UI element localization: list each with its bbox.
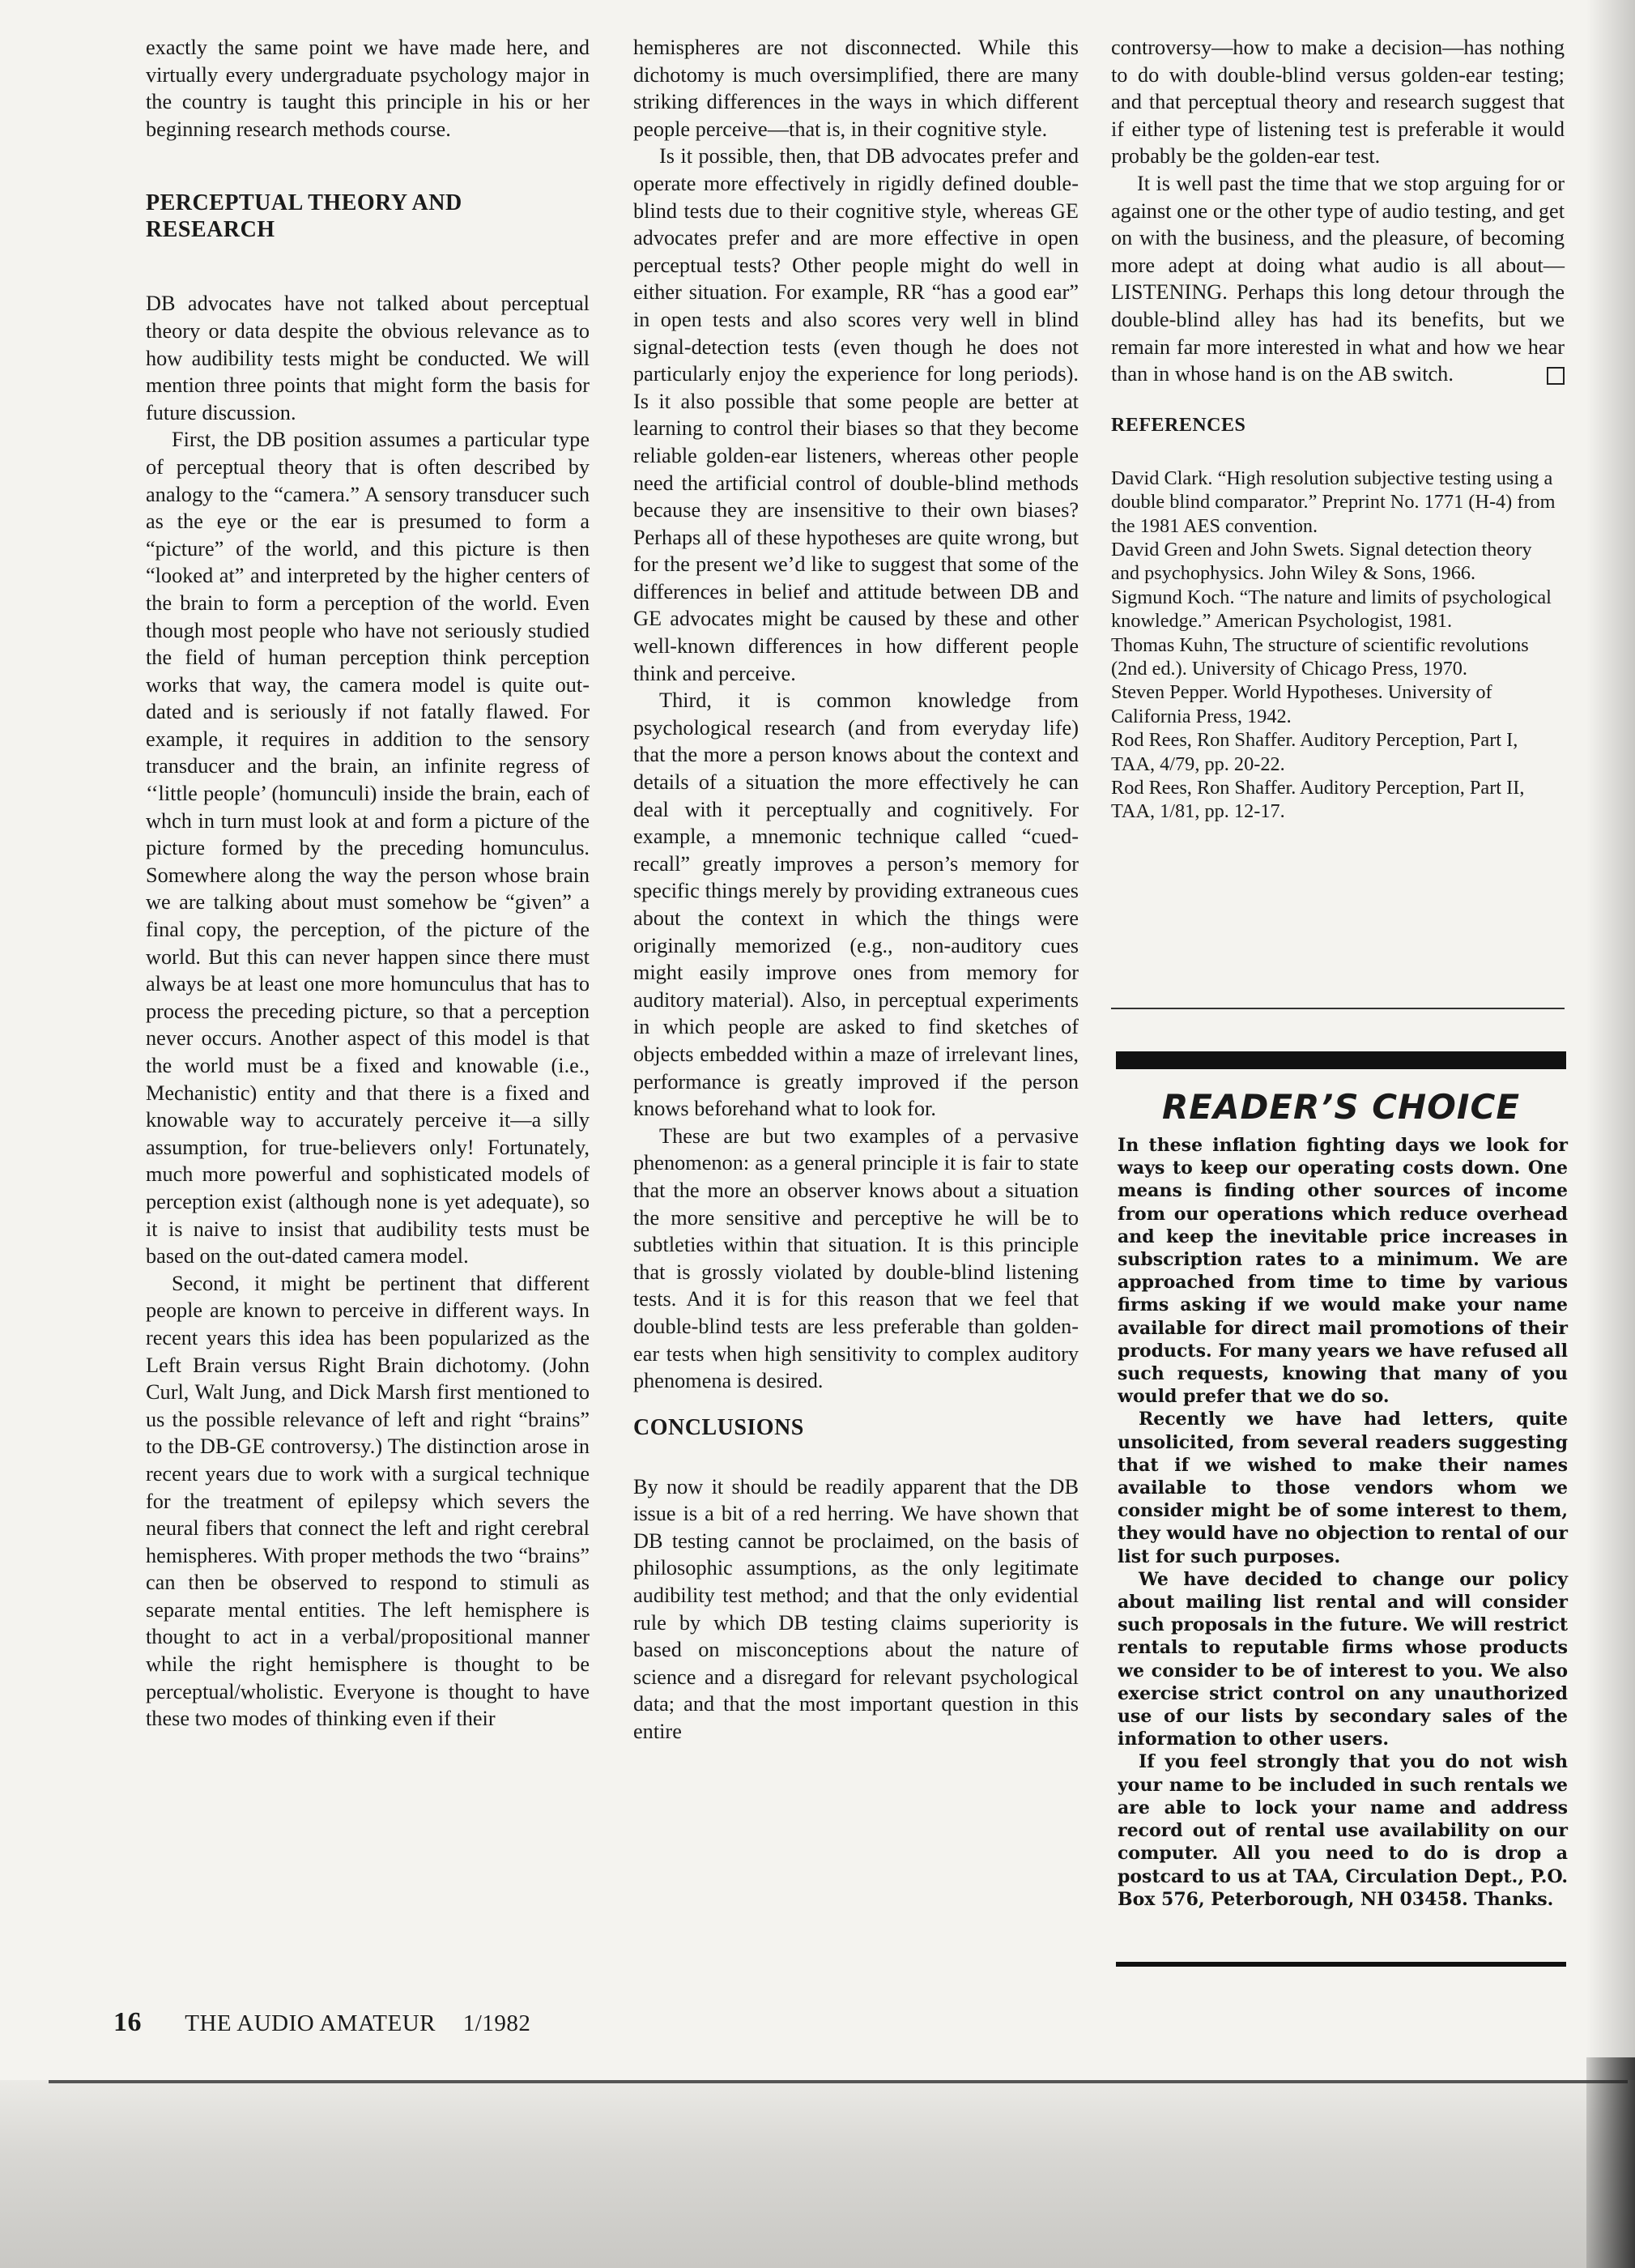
article-column-3 [1111, 34, 1565, 824]
section-heading-perceptual-theory: PERCEPTUAL THEORY AND RESEARCH [146, 190, 462, 243]
page-footer [113, 2007, 530, 2038]
paragraph: If you feel strongly that you do not wish your name to be included in such rentals we are able to lock your name and address record out of rental use availability on our computer. All you need to do is drop a postcard to us at TAA, Circulation Dept., P.O. Box 576, Peterborough, NH 03458. Thanks. [1118, 1751, 1568, 1910]
paragraph: Recently we have had letters, quite unsolicited, from several readers suggesting that if we wished to make their names available to those vendors whom we consider might be of some interest to them, they would have no objection to rental of our list for such purposes. [1118, 1409, 1568, 1567]
paragraph: Third, it is common knowledge from psychological research (and from everyday life) that the more a person knows about the context and details of a situation the more effectively he can deal with it perceptually and cognitively. For example, a mnemonic technique called “cued-recall” greatly improves a person’s memory for specific things merely by providing extraneous cues about the context in which the things were originally memorized (e.g., non-auditory cues might easily improve ones from memory for auditory material). Also, in perceptual experiments in which people are asked to find sketches of objects embedded within a maze of irrelevant lines, performance is greatly improved if the person knows beforehand what to look for. [633, 688, 1079, 1121]
paragraph: Second, it might be pertinent that different people are known to perceive in different ways. In recent years this idea has been popularized as the Left Brain versus Right Brain dichotomy. (John Curl, Walt Jung, and Dick Marsh first mentioned to us the possible relevance of left and right “brains” to the DB-GE controversy.) The distinction arose in recent years due to work with a surgical technique for the treatment of epilepsy which severs the neural fibers that connect the left and right cerebral hemispheres. With proper methods the two “brains” can then be observed to respond to stimuli as separate mental entities. The left hemisphere is thought to act in a verbal/propositional manner while the right hemisphere is thought to be perceptual/wholistic. Everyone is thought to have these two modes of thinking even if their [146, 1271, 590, 1731]
article-column-2 [633, 34, 1079, 1746]
reference-item: Rod Rees, Ron Shaffer. Auditory Perception, Part I, TAA, 4/79, pp. 20-22. [1111, 729, 1518, 775]
paragraph [1111, 170, 1565, 388]
paragraph: controversy—how to make a decision—has nothing to do with double-blind versus golden-ear testing; and that perceptual theory and research suggest that if either type of listening test is preferable it would probably be the golden-ear test. [1111, 36, 1565, 168]
divider [1111, 1008, 1565, 1009]
page-edge-shadow [1586, 0, 1635, 2268]
readers-choice-banner-bar [1116, 1051, 1566, 1069]
references-heading: REFERENCES [1111, 414, 1246, 436]
reference-item: David Green and John Swets. Signal detection theory and psychophysics. John Wiley & Sons, 1966. [1111, 538, 1532, 585]
page-number: 16 [113, 2007, 142, 2037]
publication-name: THE AUDIO AMATEUR [185, 2010, 436, 2036]
paragraph: hemispheres are not disconnected. While this dichotomy is much oversimplified, there are many striking differences in the ways in which different people perceive—that is, in their cognitive style. [633, 36, 1079, 141]
page-edge-rule [49, 2080, 1628, 2083]
issue-date: 1/1982 [462, 2010, 531, 2036]
page-bottom-margin [0, 2080, 1635, 2268]
reference-item: Steven Pepper. World Hypotheses. University of California Press, 1942. [1111, 681, 1492, 727]
paragraph: exactly the same point we have made here, and virtually every undergraduate psychology major in the country is taught this principle in his or her beginning research methods course. [146, 36, 590, 141]
paragraph: Is it possible, then, that DB advocates prefer and operate more effectively in rigidly defined double-blind tests due to their cognitive style, whereas GE advocates prefer and are more effective in open perceptual tests? Other people might do well in either situation. For example, RR “has a good ear” in open tests and also scores very well in blind signal-detection tests (even though he does not particularly enjoy the experience for long periods). Is it also possible that some people are better at learning to control their biases so that they become reliable golden-ear listeners, whereas other people need the artificial control of double-blind methods because they are insensitive to their own biases? Perhaps all of these hypotheses are quite wrong, but for the present we’d like to suggest that some of the differences in belief and attitude between DB and GE advocates might be caused by these and other well-known differences in how different people think and perceive. [633, 144, 1079, 685]
readers-choice-body [1118, 1134, 1568, 1911]
readers-choice-title: READER’S CHOICE [1161, 1087, 1521, 1127]
divider [1116, 1962, 1566, 1967]
paragraph: First, the DB position assumes a particular type of perceptual theory that is often described by analogy to the “camera.” A sensory transducer such as the eye or the ear is presumed to form a “picture” of the world, and this picture is then “looked at” and interpreted by the higher centers of the brain to form a perception of the world. Even though most people who have not seriously studied the field of human perception think perception works that way, the camera model is quite out-dated and is seriously if not fatally flawed. For example, it requires in addition to the sensory transducer and the brain, an infinite regress of ‘‘little people’ (homunculi) inside the brain, each of whch in turn must look at and form a picture of the picture formed by the preceding homunculus. Somewhere along the way the person whose brain we are talking about must somehow be “given” a final copy, the perception, of the picture of the world. But this can never happen since there must always be at least one more homunculus that has to process the preceding picture, so that a perception never occurs. Another aspect of this model is that the world must be a fixed and knowable (i.e., Mechanistic) entity and that there is a fixed and knowable way to accurately perceive it—a silly assumption, for true-believers only! Fortunately, much more powerful and sophisticated models of perception exist (although none is yet adequate), so it is naive to insist that audibility tests must be based on the out-dated camera model. [146, 428, 590, 1268]
reference-item: Rod Rees, Ron Shaffer. Auditory Perception, Part II, TAA, 1/81, pp. 12-17. [1111, 777, 1525, 823]
references-list [1111, 467, 1565, 824]
reference-item: Sigmund Koch. “The nature and limits of psychological knowledge.” American Psychologist, 1981. [1111, 586, 1552, 633]
paragraph: We have decided to change our policy about mailing list rental and will consider such proposals in the future. We will restrict rentals to reputable firms whose products we consider to be of interest to you. We also exercise strict control on any unauthorized use of our lists by secondary sales of the information to other users. [1118, 1568, 1568, 1750]
reference-item: David Clark. “High resolution subjective testing using a double blind comparator.” Preprint No. 1771 (H-4) from the 1981 AES convention. [1111, 467, 1556, 537]
page-corner-shadow [1586, 2057, 1635, 2268]
paragraph: By now it should be readily apparent that the DB issue is a bit of a red herring. We have shown that DB testing cannot be proclaimed, on the basis of philosophic assumptions, as the only legitimate audibility test method; and that the only evidential rule by which DB testing claims superiority is based on misconceptions about the nature of science and a disregard for relevant psychological data; and that the most important question in this entire [633, 1474, 1079, 1744]
paragraph: In these inflation fighting days we look for ways to keep our operating costs down. One means is finding other sources of income from our operations which reduce overhead and keep the inevitable price increases in subscription rates to a minimum. We are approached from time to time by various firms asking if we would make your name available for direct mail promotions of their products. For many years we have refused all such requests, knowing that many of you would prefer that we do so. [1118, 1135, 1568, 1408]
article-column-1 [146, 34, 590, 1733]
reference-item: Thomas Kuhn, The structure of scientific revolutions (2nd ed.). University of Chicago Press, 1970. [1111, 633, 1529, 680]
closing-paragraph-text: It is well past the time that we stop arguing for or against one or the other type of audio testing, and get on with the business, and the pleasure, of becoming more adept at doing what audio is all about—LISTENING. Perhaps this long detour through the double-blind alley has had its benefits, but we remain far more interested in what and how we hear than in whose hand is on the AB switch. [1111, 171, 1565, 386]
paragraph: DB advocates have not talked about perceptual theory or data despite the obvious relevance as to how audibility tests might be conducted. We will mention three points that might form the basis for future discussion. [146, 292, 590, 424]
paragraph: These are but two examples of a pervasive phenomenon: as a general principle it is fair to state that the more an observer knows about a situation the more sensitive and perceptive he will be to subtleties within that situation. It is this principle that is grossly violated by double-blind listening tests. And it is for this reason that we feel that double-blind tests are less preferable than golden-ear tests when high sensitivity to complex auditory phenomena is desired. [633, 1123, 1079, 1393]
end-of-article-box-icon [1547, 367, 1565, 385]
section-heading-conclusions: CONCLUSIONS [633, 1414, 804, 1440]
